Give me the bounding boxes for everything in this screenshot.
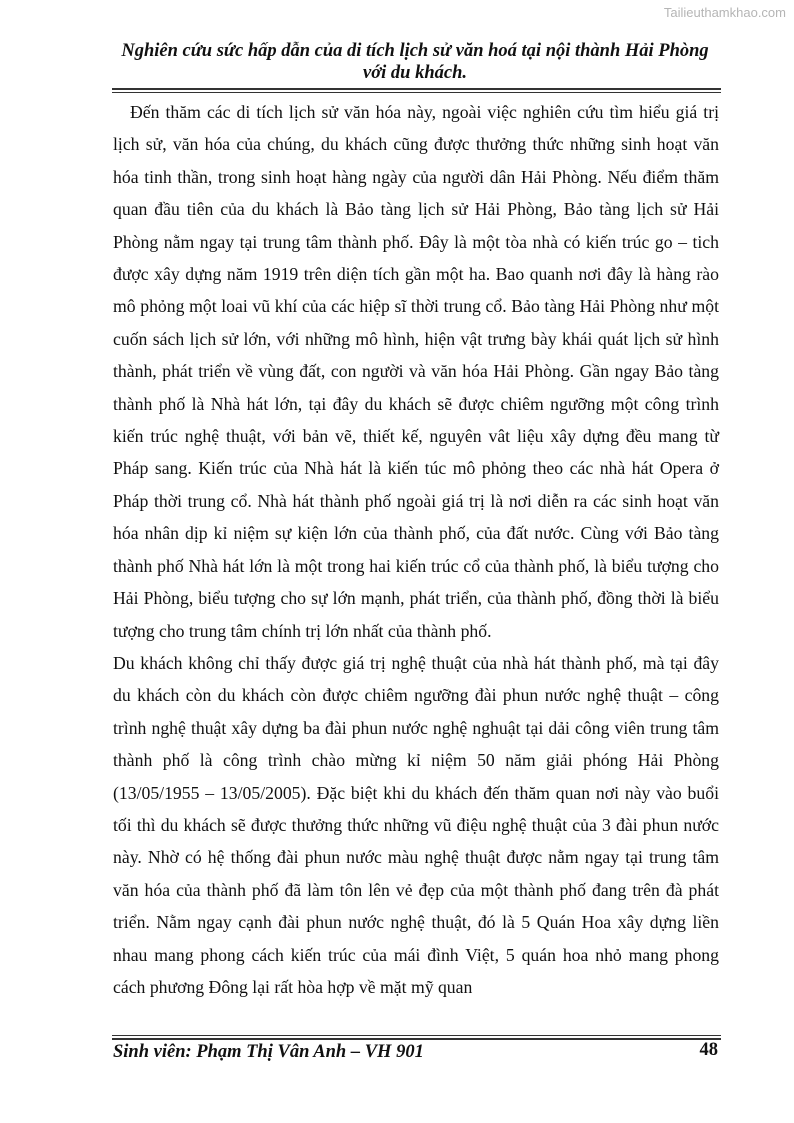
footer-author: Sinh viên: Phạm Thị Vân Anh – VH 901 bbox=[113, 1042, 424, 1062]
page-number: 48 bbox=[699, 1040, 718, 1060]
paragraph-2: Du khách không chỉ thấy được giá trị nghệ thuật của nhà hát thành phố, mà tại đây du khách còn du khách còn được chiêm ngưỡng đài phun nước nghệ thuật – công trình nghệ thuật xây dựng ba đài phun nước nghệ nghuật tại dải công viên trung tâm thành phố là công trình chào mừng kỉ niệm 50 năm giải phóng Hải Phòng (13/05/1955 – 13/05/2005). Đặc biệt khi du khách đến thăm quan nơi này vào buổi tối thì du khách sẽ được thưởng thức những vũ điệu nghệ thuật của 3 đài phun nước này. Nhờ có hệ thống đài phun nước màu nghệ thuật được nằm ngay tại trung tâm văn hóa của thành phố đã làm tôn lên vẻ đẹp của một thành phố đang trên đà phát triển. Nằm ngay cạnh đài phun nước nghệ thuật, đó là 5 Quán Hoa xây dựng liền nhau mang phong cách kiến trúc của mái đình Việt, 5 quán hoa nhỏ mang phong cách phương Đông lại rất hòa hợp về mặt mỹ quan bbox=[113, 652, 719, 997]
page-header bbox=[105, 40, 725, 84]
footer-divider-thin bbox=[112, 1035, 721, 1036]
header-divider-thin bbox=[112, 92, 721, 93]
header-title-line-1: Nghiên cứu sức hấp dẫn của di tích lịch sử văn hoá tại nội thành Hải Phòng bbox=[121, 41, 709, 61]
header-title-line-2: với du khách. bbox=[363, 63, 467, 83]
header-divider bbox=[112, 88, 721, 90]
footer-divider bbox=[112, 1038, 721, 1040]
watermark-text: Tailieuthamkhao.com bbox=[663, 5, 786, 20]
paragraph-1: Đến thăm các di tích lịch sử văn hóa này, ngoài việc nghiên cứu tìm hiểu giá trị lịch sử, văn hóa của chúng, du khách cũng được thưởng thức những sinh hoạt văn hóa tinh thần, trong sinh hoạt hàng ngày của người dân Hải Phòng. Nếu điểm thăm quan đầu tiên của du khách là Bảo tàng lịch sử Hải Phòng, Bảo tàng lịch sử Hải Phòng nằm ngay tại trung tâm thành phố. Đây là một tòa nhà có kiến trúc go – tich được xây dựng năm 1919 trên diện tích gần một ha. Bao quanh nơi đây là hàng rào mô phỏng một loai vũ khí của các hiệp sĩ thời trung cổ. Bảo tàng Hải Phòng như một cuốn sách lịch sử lớn, với những mô hình, hiện vật trưng bày khái quát lịch sử hình thành, phát triển về vùng đất, con người và văn hóa Hải Phòng. Gần ngay Bảo tàng thành phố là Nhà hát lớn, tại đây du khách sẽ được chiêm ngưỡng một công trình kiến trúc nghệ thuật, với bản vẽ, thiết kế, nguyên vât liệu xây dựng đều mang từ Pháp sang. Kiến trúc của Nhà hát là kiến túc mô phỏng theo các nhà hát Opera ở Pháp thời trung cổ. Nhà hát thành phố ngoài giá trị là nơi diễn ra các sinh hoạt văn hóa nhân dịp kỉ niệm sự kiện lớn của thành phố, của đất nước. Cùng với Bảo tàng thành phố Nhà hát lớn là một trong hai kiến trúc cổ của thành phố, là biểu tượng cho Hải Phòng, biểu tượng cho sự lớn mạnh, phát triển, của thành phố, đồng thời là biểu tượng cho trung tâm chính trị lớn nhất của thành phố. bbox=[113, 102, 719, 641]
document-body bbox=[113, 96, 719, 1003]
